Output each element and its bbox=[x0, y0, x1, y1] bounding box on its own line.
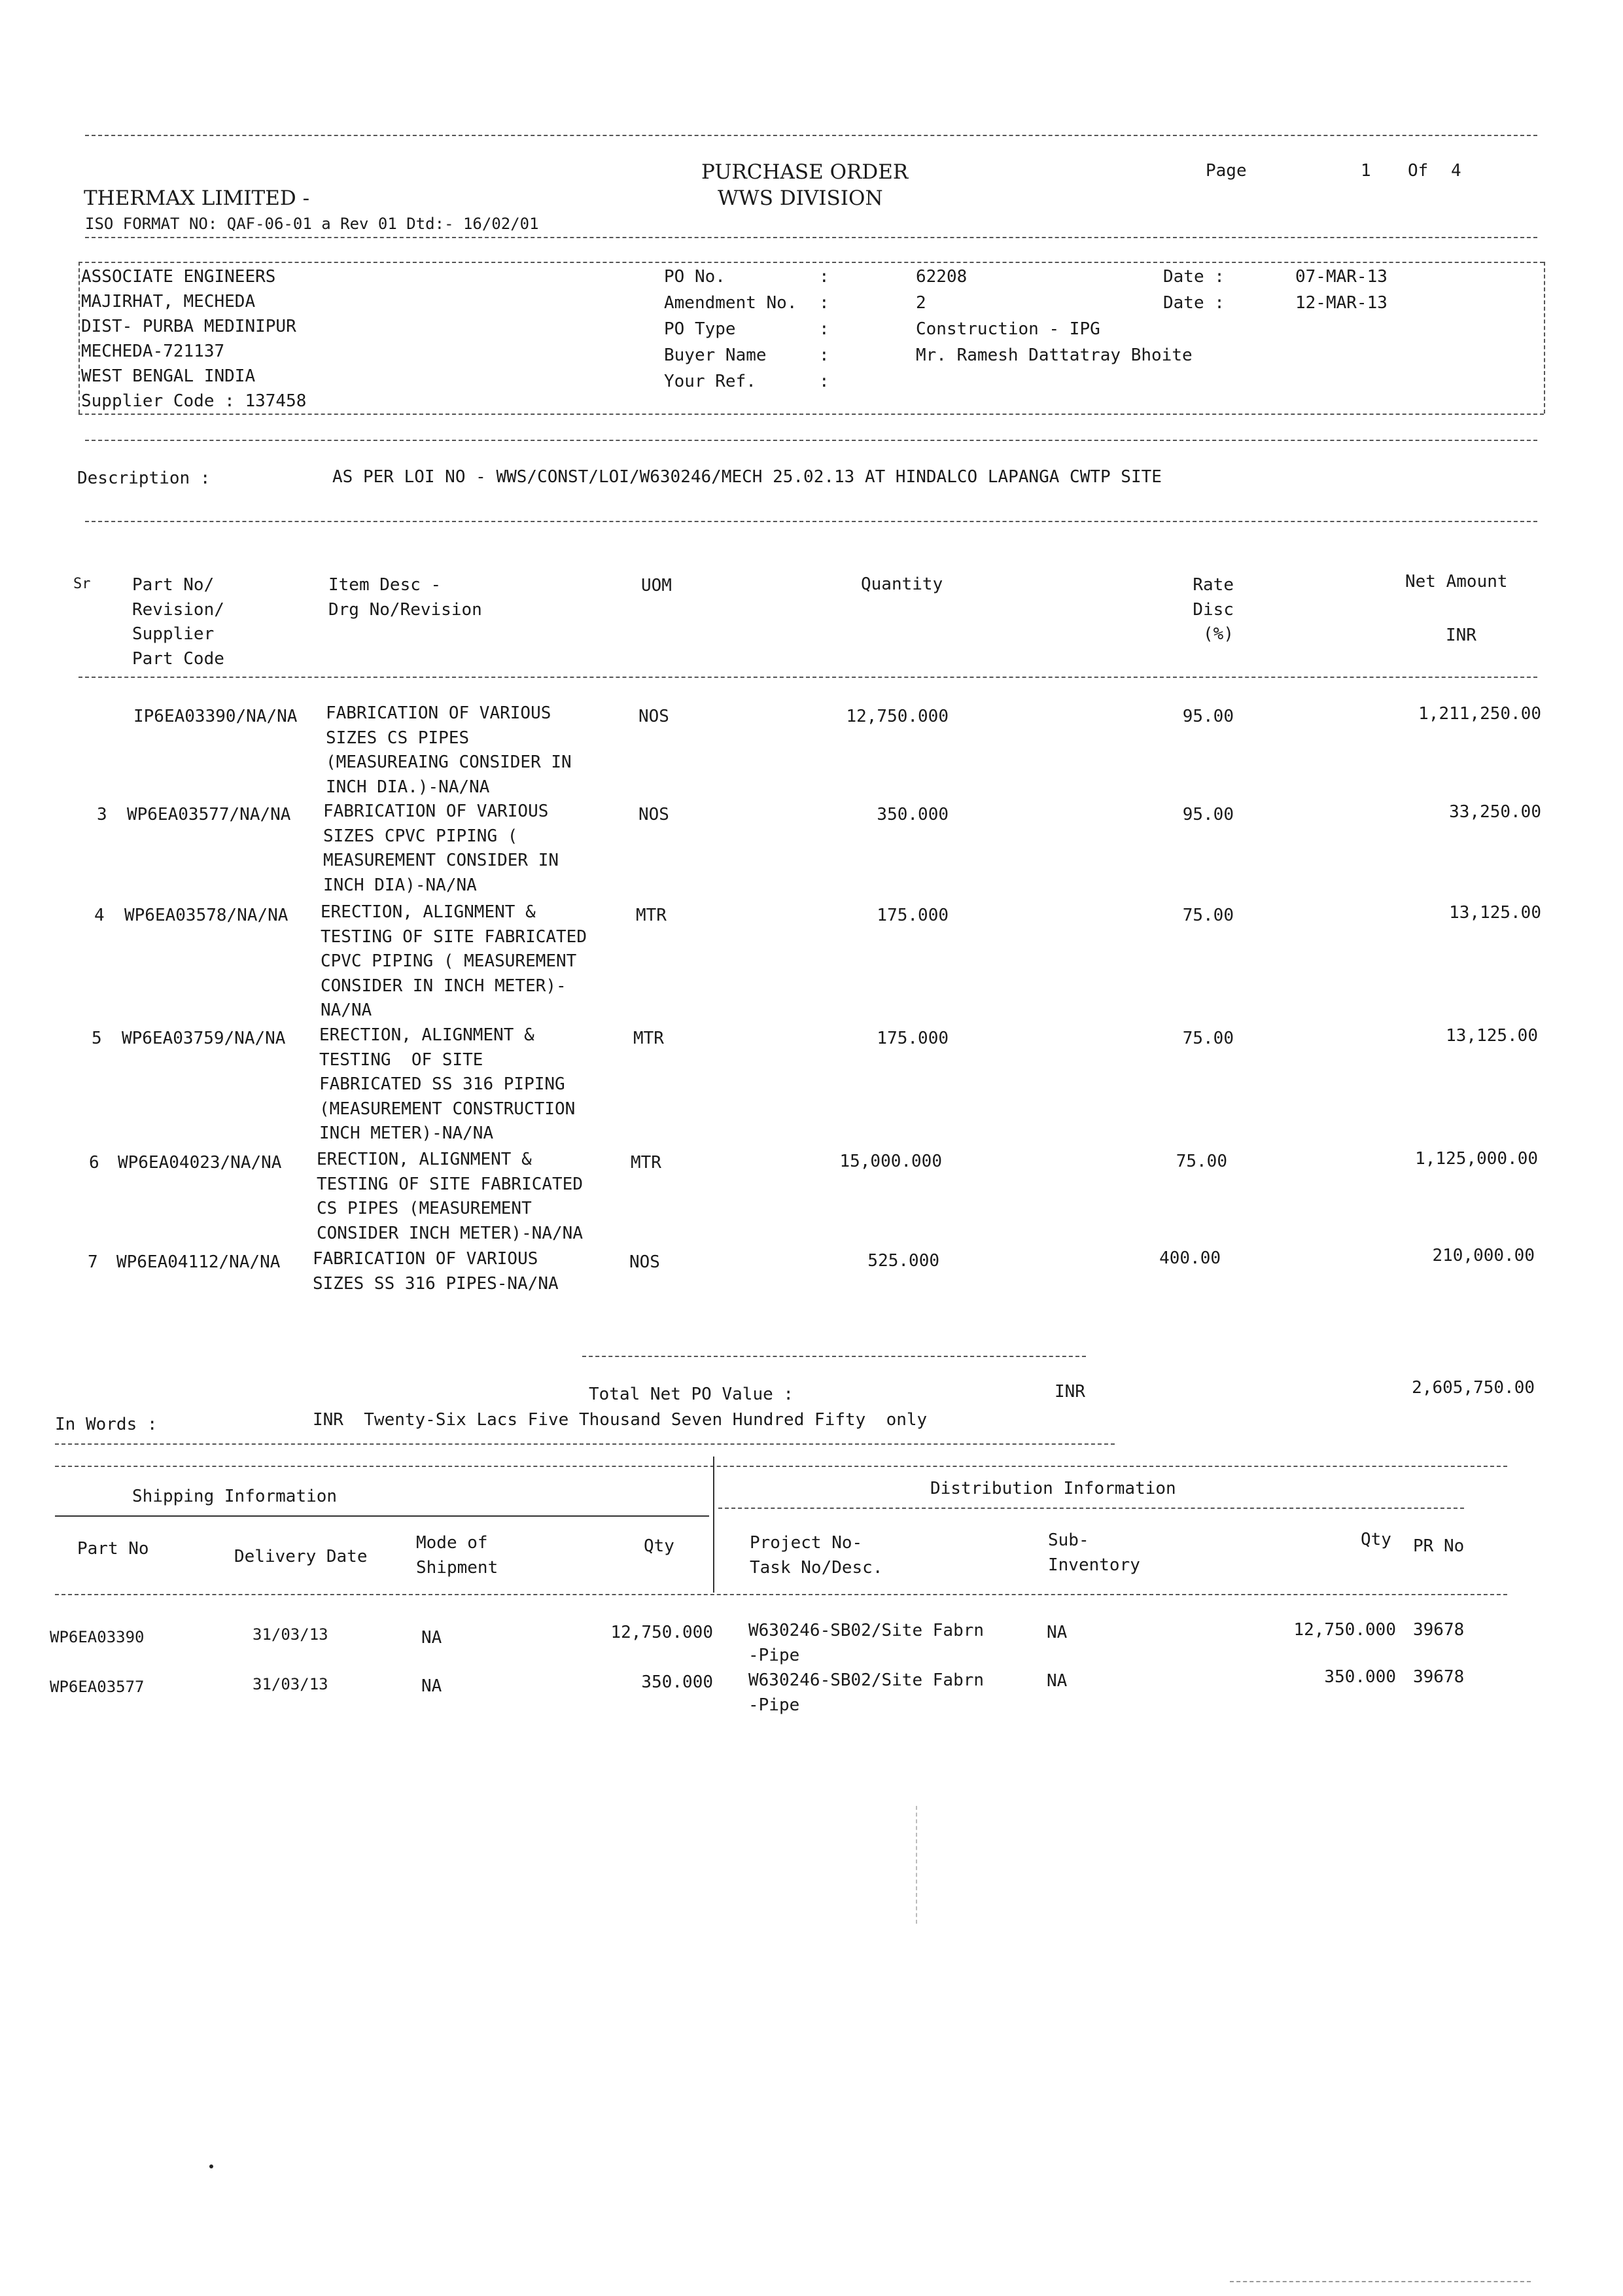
supplier-line: MECHEDA-721137 bbox=[81, 342, 225, 361]
row-qty: 350.000 bbox=[877, 805, 949, 824]
row-uom: NOS bbox=[629, 1252, 660, 1272]
divider bbox=[79, 262, 1544, 263]
divider bbox=[582, 1356, 1086, 1357]
colon: : bbox=[819, 293, 829, 313]
col-item-desc: Item Desc - Drg No/Revision bbox=[328, 575, 482, 620]
row-rate: 95.00 bbox=[1182, 707, 1234, 726]
scan-artifact bbox=[916, 1806, 917, 1924]
ship-qty: 12,750.000 bbox=[610, 1623, 713, 1642]
row-desc: FABRICATION OF VARIOUS SIZES CS PIPES (MEASUREAING CONSIDER IN INCH DIA.)-NA/NA bbox=[326, 703, 572, 797]
row-amount: 13,125.00 bbox=[1446, 1026, 1538, 1046]
total-value: 2,605,750.00 bbox=[1412, 1378, 1535, 1398]
supplier-code: Supplier Code : 137458 bbox=[81, 391, 307, 411]
dist-col-pr-no: PR No bbox=[1413, 1536, 1465, 1556]
divider bbox=[85, 521, 1537, 522]
dist-qty: 350.000 bbox=[1324, 1667, 1396, 1687]
row-desc: FABRICATION OF VARIOUS SIZES SS 316 PIPES-NA/NA bbox=[313, 1249, 559, 1294]
po-no-value: 62208 bbox=[916, 267, 968, 287]
row-part-no: WP6EA04112/NA/NA bbox=[116, 1252, 281, 1272]
row-qty: 175.000 bbox=[877, 1029, 949, 1048]
row-uom: MTR bbox=[631, 1153, 661, 1173]
colon: : bbox=[819, 345, 829, 365]
supplier-line: WEST BENGAL INDIA bbox=[81, 366, 256, 386]
row-part-no: IP6EA03390/NA/NA bbox=[133, 707, 298, 726]
ship-col-qty: Qty bbox=[644, 1536, 674, 1556]
col-net-amount: Net Amount bbox=[1405, 572, 1508, 592]
ship-qty: 350.000 bbox=[641, 1672, 713, 1692]
distribution-title: Distribution Information bbox=[930, 1479, 1176, 1498]
col-quantity: Quantity bbox=[861, 574, 943, 594]
page-number: 1 bbox=[1361, 161, 1371, 181]
ship-delivery-date: 31/03/13 bbox=[253, 1625, 328, 1644]
shipping-title: Shipping Information bbox=[132, 1487, 338, 1506]
dist-col-qty: Qty bbox=[1361, 1530, 1391, 1549]
document-title: PURCHASE ORDER bbox=[701, 160, 909, 184]
col-uom: UOM bbox=[641, 576, 672, 595]
supplier-line: DIST- PURBA MEDINIPUR bbox=[81, 317, 296, 336]
row-desc: ERECTION, ALIGNMENT & TESTING OF SITE FABRICATED SS 316 PIPING (MEASUREMENT CONSTRUCTION INCH METER)-NA/NA bbox=[319, 1025, 576, 1144]
divider bbox=[713, 1457, 714, 1593]
scan-artifact bbox=[1230, 2281, 1531, 2282]
dist-col-sub-inventory: Sub- Inventory bbox=[1048, 1530, 1140, 1575]
division-name: WWS DIVISION bbox=[718, 186, 883, 210]
po-type-value: Construction - IPG bbox=[916, 319, 1100, 339]
ship-part-no: WP6EA03577 bbox=[50, 1678, 145, 1696]
divider bbox=[79, 414, 1544, 415]
po-type-label: PO Type bbox=[664, 319, 736, 339]
description-text: AS PER LOI NO - WWS/CONST/LOI/W630246/MECH 25.02.13 AT HINDALCO LAPANGA CWTP SITE bbox=[332, 467, 1162, 487]
supplier-line: MAJIRHAT, MECHEDA bbox=[81, 292, 256, 311]
dist-pr-no: 39678 bbox=[1413, 1667, 1465, 1687]
divider bbox=[55, 1515, 709, 1517]
row-desc: FABRICATION OF VARIOUS SIZES CPVC PIPING ( MEASUREMENT CONSIDER IN INCH DIA)-NA/NA bbox=[323, 802, 559, 895]
ship-delivery-date: 31/03/13 bbox=[253, 1675, 328, 1693]
colon: : bbox=[819, 372, 829, 391]
in-words-label: In Words : bbox=[55, 1415, 158, 1434]
col-sr: Sr bbox=[73, 576, 91, 592]
divider bbox=[79, 677, 1537, 678]
total-label: Total Net PO Value : bbox=[589, 1385, 794, 1404]
col-part-no: Part No/ Revision/ Supplier Part Code bbox=[132, 575, 224, 669]
divider bbox=[718, 1508, 1464, 1509]
scan-speck bbox=[209, 2164, 213, 2168]
row-uom: MTR bbox=[633, 1029, 664, 1048]
dist-project: W630246-SB02/Site Fabrn -Pipe bbox=[748, 1621, 985, 1665]
in-words-text: INR Twenty-Six Lacs Five Thousand Seven Hundred Fifty only bbox=[313, 1410, 928, 1430]
page-total: 4 bbox=[1451, 161, 1461, 181]
amendment-value: 2 bbox=[916, 293, 926, 313]
ship-part-no: WP6EA03390 bbox=[50, 1628, 145, 1646]
ship-mode: NA bbox=[421, 1676, 442, 1696]
iso-format-line: ISO FORMAT NO: QAF-06-01 a Rev 01 Dtd:- 16/02/01 bbox=[85, 215, 539, 233]
ship-col-mode: Mode of Shipment bbox=[416, 1533, 498, 1578]
divider bbox=[85, 135, 1537, 136]
row-part-no: WP6EA03577/NA/NA bbox=[127, 805, 291, 824]
row-amount: 13,125.00 bbox=[1449, 903, 1541, 923]
po-no-label: PO No. bbox=[664, 267, 725, 287]
divider bbox=[79, 262, 80, 414]
amendment-label: Amendment No. bbox=[664, 293, 797, 313]
row-rate: 95.00 bbox=[1182, 805, 1234, 824]
row-qty: 12,750.000 bbox=[846, 707, 949, 726]
supplier-line: ASSOCIATE ENGINEERS bbox=[81, 267, 276, 287]
description-label: Description : bbox=[77, 468, 211, 488]
dist-col-project: Project No- Task No/Desc. bbox=[750, 1533, 883, 1578]
date-label: Date : bbox=[1163, 267, 1225, 287]
ship-col-delivery-date: Delivery Date bbox=[234, 1547, 368, 1566]
row-uom: NOS bbox=[638, 707, 669, 726]
row-qty: 175.000 bbox=[877, 906, 949, 925]
row-amount: 210,000.00 bbox=[1432, 1246, 1535, 1265]
divider bbox=[55, 1594, 1507, 1595]
row-desc: ERECTION, ALIGNMENT & TESTING OF SITE FABRICATED CPVC PIPING ( MEASUREMENT CONSIDER IN INCH METER)- NA/NA bbox=[321, 902, 587, 1021]
colon: : bbox=[819, 319, 829, 339]
dist-sub-inventory: NA bbox=[1047, 1671, 1068, 1691]
row-sr: 7 bbox=[88, 1252, 98, 1272]
row-desc: ERECTION, ALIGNMENT & TESTING OF SITE FABRICATED CS PIPES (MEASUREMENT CONSIDER INCH METER)-NA/NA bbox=[317, 1150, 583, 1243]
dist-sub-inventory: NA bbox=[1047, 1623, 1068, 1642]
amendment-date: 12-MAR-13 bbox=[1295, 293, 1387, 313]
col-currency: INR bbox=[1446, 626, 1476, 645]
colon: : bbox=[819, 267, 829, 287]
dist-pr-no: 39678 bbox=[1413, 1620, 1465, 1640]
buyer-label: Buyer Name bbox=[664, 345, 767, 365]
row-part-no: WP6EA04023/NA/NA bbox=[118, 1153, 282, 1173]
po-date: 07-MAR-13 bbox=[1295, 267, 1387, 287]
row-qty: 525.000 bbox=[867, 1251, 939, 1271]
row-sr: 4 bbox=[94, 906, 105, 925]
row-amount: 33,250.00 bbox=[1449, 802, 1541, 822]
company-name: THERMAX LIMITED - bbox=[84, 186, 310, 210]
row-part-no: WP6EA03578/NA/NA bbox=[124, 906, 288, 925]
ship-col-part-no: Part No bbox=[77, 1539, 149, 1559]
row-rate: 400.00 bbox=[1159, 1248, 1221, 1268]
total-currency: INR bbox=[1055, 1382, 1085, 1402]
dist-project: W630246-SB02/Site Fabrn -Pipe bbox=[748, 1670, 985, 1715]
row-rate: 75.00 bbox=[1182, 906, 1234, 925]
row-amount: 1,211,250.00 bbox=[1418, 704, 1541, 724]
divider bbox=[55, 1466, 1507, 1467]
row-part-no: WP6EA03759/NA/NA bbox=[122, 1029, 286, 1048]
divider bbox=[85, 440, 1537, 441]
row-uom: MTR bbox=[636, 906, 667, 925]
row-uom: NOS bbox=[638, 805, 669, 824]
divider bbox=[55, 1443, 1115, 1445]
page-label: Page bbox=[1206, 161, 1247, 181]
row-qty: 15,000.000 bbox=[839, 1152, 942, 1171]
row-sr: 3 bbox=[97, 805, 107, 824]
divider bbox=[1544, 262, 1545, 414]
date-label: Date : bbox=[1163, 293, 1225, 313]
divider bbox=[85, 237, 1537, 238]
row-amount: 1,125,000.00 bbox=[1415, 1149, 1538, 1169]
row-sr: 5 bbox=[92, 1029, 102, 1048]
buyer-value: Mr. Ramesh Dattatray Bhoite bbox=[916, 345, 1193, 365]
row-rate: 75.00 bbox=[1182, 1029, 1234, 1048]
col-rate-disc: Rate Disc (%) bbox=[1193, 575, 1234, 645]
your-ref-label: Your Ref. bbox=[664, 372, 756, 391]
ship-mode: NA bbox=[421, 1628, 442, 1648]
row-rate: 75.00 bbox=[1176, 1152, 1227, 1171]
dist-qty: 12,750.000 bbox=[1293, 1620, 1396, 1640]
page-of-label: Of bbox=[1408, 161, 1429, 181]
row-sr: 6 bbox=[89, 1153, 99, 1173]
